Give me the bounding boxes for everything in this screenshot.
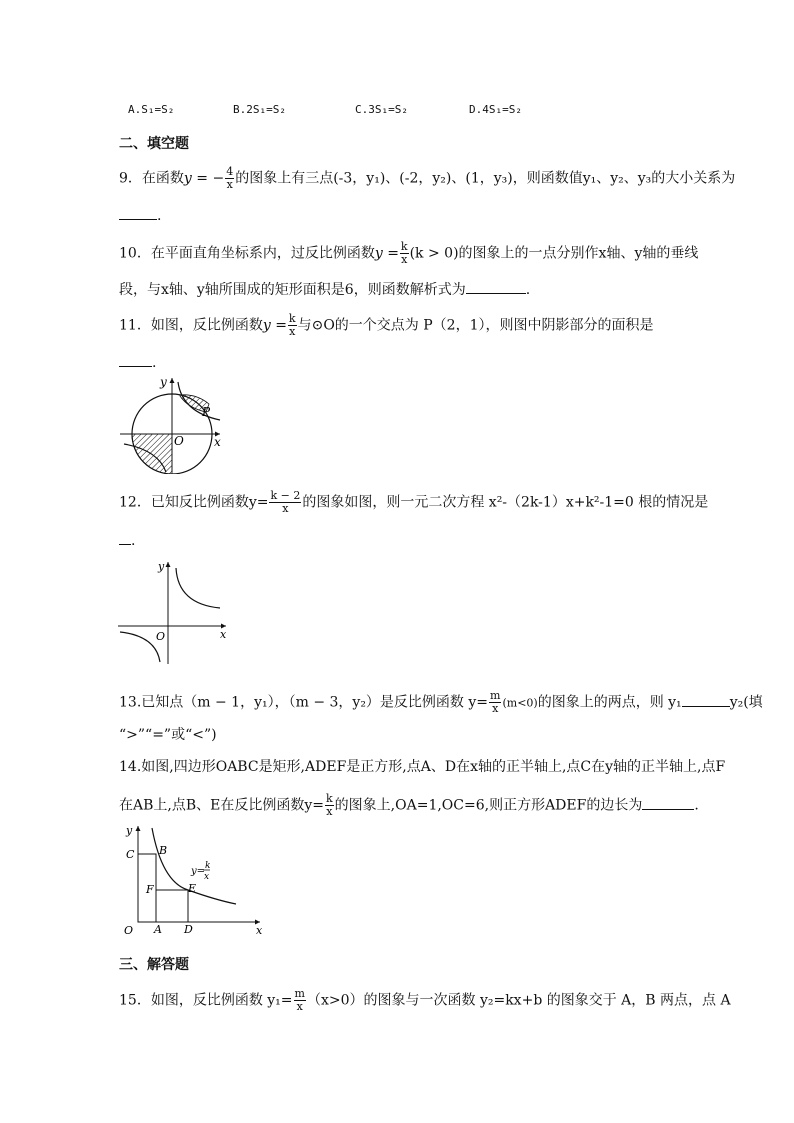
q13-den: x <box>492 702 499 715</box>
q10-blank[interactable] <box>466 279 526 294</box>
q14-label-a: A <box>154 923 162 936</box>
q9-den: x <box>226 178 233 191</box>
q12-den: x <box>282 502 289 515</box>
q14-figure <box>116 822 266 940</box>
q10-cond: (k > 0) <box>409 245 459 262</box>
q12-end: . <box>131 533 136 549</box>
q11-label-p: P <box>202 405 211 419</box>
q10-num: k <box>400 240 408 253</box>
section-fill-title: 二、填空题 <box>119 136 189 152</box>
q13-blank[interactable] <box>682 692 730 707</box>
q14-label-f: F <box>146 883 154 896</box>
option-b: B.2S₁=S₂ <box>233 103 286 116</box>
q11-y-arrow <box>170 378 175 383</box>
q12-label-y: y <box>158 560 165 573</box>
q11-pre: 11．如图，反比例函数 <box>119 317 263 334</box>
q14-blank[interactable] <box>642 795 694 810</box>
q11-yeq: y = <box>262 317 287 334</box>
question-13 <box>119 690 763 715</box>
q9-num: 4 <box>226 165 234 178</box>
q12-post: 的图象如图，则一元二次方程 x²-（2k-1）x+k²-1=0 根的情况是 <box>302 494 709 511</box>
q14-num: k <box>326 792 333 805</box>
q14-label-c: C <box>126 848 135 861</box>
q14-den: x <box>326 805 333 818</box>
q12-pre: 12．已知反比例函数y= <box>119 494 269 511</box>
q9-yeq: y = − <box>183 170 225 187</box>
q12-label-x: x <box>220 628 227 641</box>
q10-end: . <box>525 282 531 298</box>
q14-fraction <box>325 793 334 818</box>
section-answer-title: 三、解答题 <box>119 957 189 973</box>
q10-post: 的图象上的一点分别作x轴、y轴的垂线 <box>458 245 699 262</box>
q12-curve-upper <box>176 568 220 608</box>
q9-post: 的图象上有三点(-3，y₁)、(-2，y₂)、(1，y₃)，则函数值y₁、y₂、y₃的大小关系为 <box>235 170 736 187</box>
question-11 <box>119 313 654 338</box>
q14-label-y: y <box>126 824 133 837</box>
q13-cond: (m<0) <box>502 696 538 710</box>
q11-label-y: y <box>160 375 167 389</box>
q11-figure <box>116 374 226 474</box>
q14-label-d: D <box>184 923 193 936</box>
q15-post: （x>0）的图象与一次函数 y₂=kx+b 的图象交于 A，B 两点，点 A <box>306 992 731 1009</box>
q13-line2-text: “>”“=”或“<”) <box>119 727 217 743</box>
q11-end: . <box>152 355 157 371</box>
q10-pre: 10．在平面直角坐标系内，过反比例函数 <box>119 245 375 262</box>
q10-den: x <box>401 253 408 266</box>
question-10 <box>119 241 698 266</box>
q14-label-x: x <box>256 924 263 937</box>
q11-label-x: x <box>214 435 221 449</box>
q14-square-adef <box>156 890 188 922</box>
q15-num: m <box>294 987 305 1000</box>
q12-answer-line <box>119 530 135 551</box>
q14-curve-den: x <box>204 872 210 882</box>
q11-post: 与⊙O的一个交点为 P（2，1），则图中阴影部分的面积是 <box>297 317 654 334</box>
q12-fraction <box>269 490 301 515</box>
q9-answer-line <box>119 205 161 226</box>
q10-line2-text: 段，与x轴、y轴所围成的矩形面积是6，则函数解析式为 <box>119 282 466 298</box>
q12-y-arrow <box>166 562 171 567</box>
q14-label-o: O <box>124 924 134 937</box>
q9-end: . <box>157 208 162 224</box>
q11-answer-line <box>119 352 156 373</box>
q14-curve-num: k <box>205 861 211 871</box>
q12-curve-lower <box>120 632 160 662</box>
option-c: C.3S₁=S₂ <box>355 103 408 116</box>
q14-pre2: 在AB上,点B、E在反比例函数y= <box>119 797 324 814</box>
q13-num: m <box>490 689 501 702</box>
q14-y-arrow <box>136 826 141 831</box>
q14-line-2 <box>119 793 699 818</box>
option-a: A.S₁=S₂ <box>128 103 175 116</box>
q12-blank[interactable] <box>119 530 131 545</box>
q14-end: . <box>694 797 699 814</box>
q15-fraction <box>294 988 306 1013</box>
q12-num: k − 2 <box>270 489 301 502</box>
q12-figure <box>116 556 232 666</box>
q9-fraction <box>225 166 234 191</box>
q13-mid: y₂(填 <box>729 694 763 711</box>
option-d: D.4S₁=S₂ <box>469 103 522 116</box>
q11-fraction <box>288 313 297 338</box>
q9-pre: 9．在函数 <box>119 170 184 187</box>
q9-blank[interactable] <box>119 205 157 220</box>
q10-fraction <box>400 241 409 266</box>
question-9 <box>119 166 735 191</box>
q11-den: x <box>289 325 296 338</box>
question-15 <box>119 988 731 1013</box>
q15-den: x <box>296 1000 303 1013</box>
q14-label-e: E <box>188 882 197 895</box>
q10-line-2 <box>119 279 530 300</box>
q14-post2: 的图象上,OA=1,OC=6,则正方形ADEF的边长为 <box>334 797 643 814</box>
q13-post: 的图象上的两点，则 y₁ <box>537 694 682 711</box>
question-12 <box>119 490 708 515</box>
question-14 <box>119 757 725 777</box>
q10-yeq: y = <box>374 245 399 262</box>
q14-curve-label: y= <box>191 866 206 877</box>
q13-pre: 13.已知点（m − 1，y₁），（m − 3，y₂）是反比例函数 y= <box>119 694 489 711</box>
q15-pre: 15．如图，反比例函数 y₁= <box>119 992 293 1009</box>
q13-fraction <box>489 690 501 715</box>
q14-label-b: B <box>159 844 168 857</box>
q11-blank[interactable] <box>119 352 152 367</box>
q11-label-o: O <box>174 434 184 448</box>
q12-label-o: O <box>156 630 166 643</box>
q14-line1: 14.如图,四边形OABC是矩形,ADEF是正方形,点A、D在x轴的正半轴上,点C在y轴的正半轴上,点F <box>119 759 726 775</box>
q11-num: k <box>288 312 296 325</box>
q13-line-2 <box>119 725 217 745</box>
